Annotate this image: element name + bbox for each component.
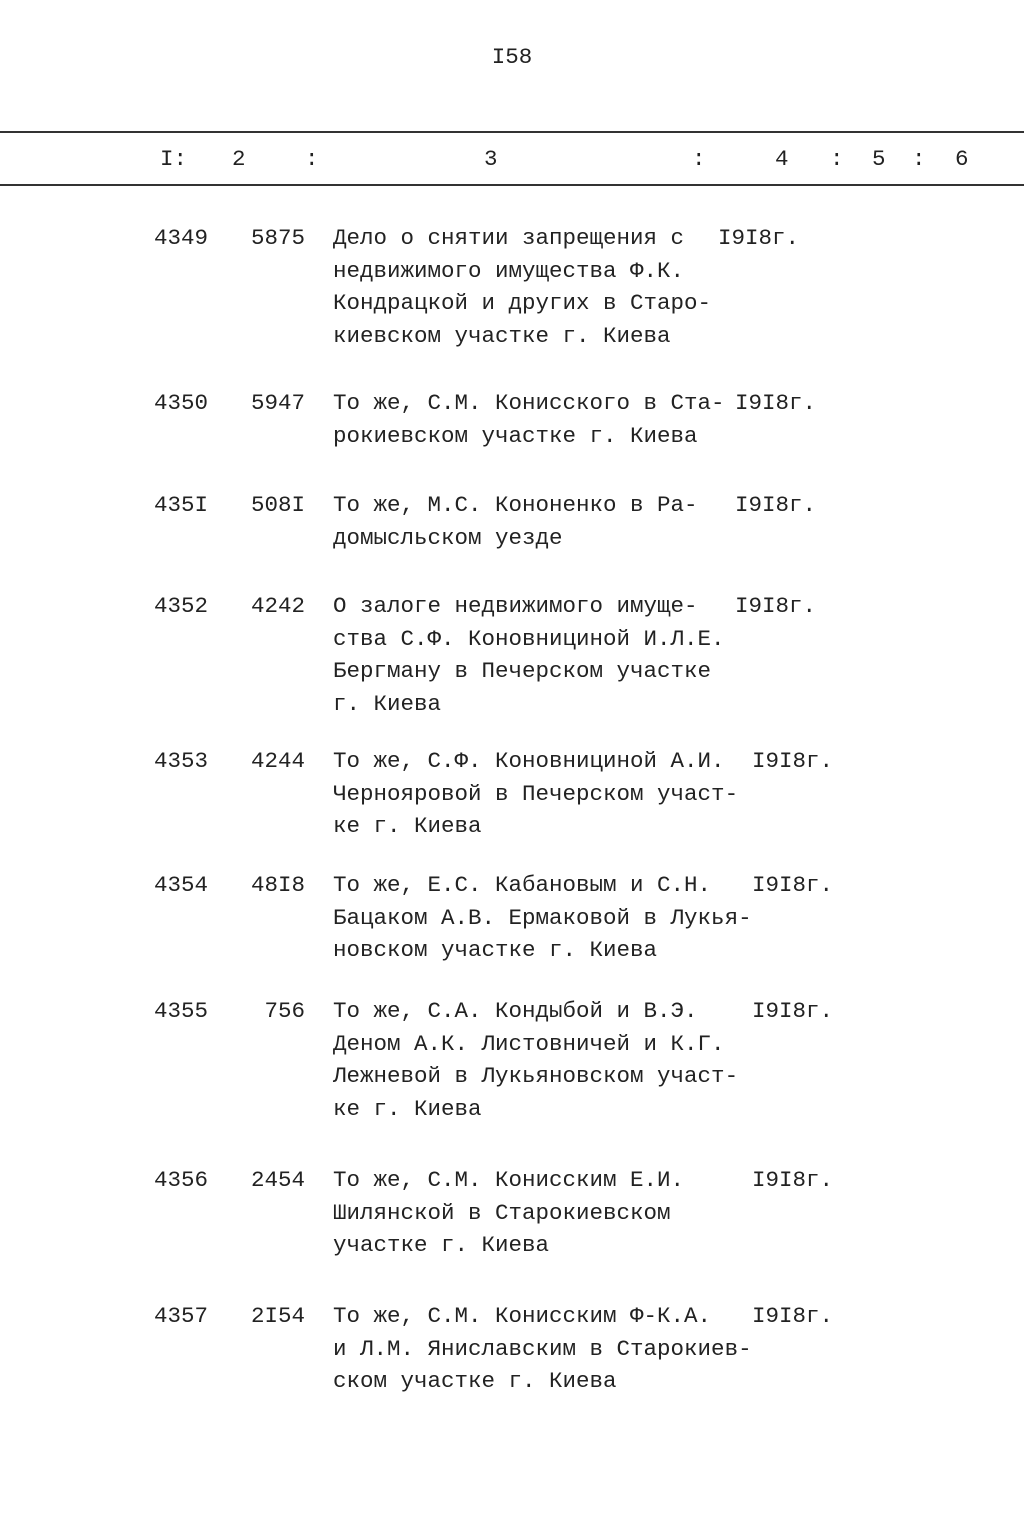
page-number: I58 <box>491 44 533 70</box>
description-line: г. Киева <box>333 690 442 717</box>
entry-number: 4356 <box>153 1167 208 1193</box>
entry-year: I9I8г. <box>752 1303 834 1329</box>
entry-year: I9I8г. <box>752 998 834 1024</box>
entry-file-code: 756 <box>264 998 305 1024</box>
entry-file-code: 5947 <box>250 390 305 416</box>
column-header: 6 <box>955 146 969 172</box>
entry-year: I9I8г. <box>752 1167 834 1193</box>
entry-number: 435I <box>153 492 208 518</box>
column-header: 2 <box>232 146 246 172</box>
entry-number: 4349 <box>153 225 208 251</box>
entry-number: 4350 <box>153 390 208 416</box>
entry-file-code: 2I54 <box>250 1303 305 1329</box>
description-line: киевском участке г. Киева <box>333 322 671 349</box>
entry-file-code: 508I <box>250 492 305 518</box>
entry-year: I9I8г. <box>735 390 817 416</box>
description-line: Дело о снятии запрещения с <box>333 225 685 251</box>
description-line: ке г. Киева <box>333 813 482 839</box>
entry-description <box>333 222 711 352</box>
entry-year: I9I8г. <box>735 593 817 619</box>
entry-year: I9I8г. <box>735 492 817 518</box>
entry-description <box>333 745 738 843</box>
description-line: недвижимого имущества Ф.К. <box>333 257 685 284</box>
entry-description <box>333 995 738 1125</box>
column-separator: : <box>912 146 926 172</box>
description-line: участке г. Киева <box>333 1232 550 1258</box>
description-line: и Л.М. Янислaвским в Старокиев- <box>333 1335 752 1362</box>
entry-number: 4352 <box>153 593 208 619</box>
entry-file-code: 4242 <box>250 593 305 619</box>
entry-year: I9I8г. <box>752 748 834 774</box>
entry-description <box>333 489 698 554</box>
description-line: То же, С.М. Конисским Ф-К.А. <box>333 1303 712 1329</box>
header-top-rule <box>0 131 1024 133</box>
entry-description <box>333 387 725 452</box>
entry-description <box>333 1164 684 1262</box>
entry-file-code: 2454 <box>250 1167 305 1193</box>
description-line: То же, С.М. Конисского в Ста- <box>333 390 725 416</box>
description-line: То же, С.А. Кондыбой и В.Э. <box>333 998 698 1024</box>
description-line: То же, С.Ф. Коновнициной А.И. <box>333 748 725 774</box>
column-header: 5 <box>872 146 886 172</box>
description-line: домысльском уезде <box>333 524 563 551</box>
entry-number: 4354 <box>153 872 208 898</box>
entry-number: 4357 <box>153 1303 208 1329</box>
description-line: Кондрацкой и других в Старо- <box>333 290 712 316</box>
description-line: Чернояровой в Печерском участ- <box>333 780 739 807</box>
description-line: Деном А.К. Листовничей и К.Г. <box>333 1030 725 1057</box>
entry-description <box>333 590 725 720</box>
description-line: Бацаком А.В. Ермаковой в Лукья- <box>333 904 752 931</box>
description-line: Бергману в Печерском участке <box>333 658 712 684</box>
column-separator: : <box>830 146 844 172</box>
description-line: ском участке г. Киева <box>333 1368 617 1394</box>
column-separator: : <box>692 146 706 172</box>
column-header: 4 <box>775 146 789 172</box>
entry-number: 4355 <box>153 998 208 1024</box>
description-line: То же, С.М. Конисским Е.И. <box>333 1167 685 1193</box>
description-line: рокиевском участке г. Киева <box>333 422 698 449</box>
description-line: новском участке г. Киева <box>333 937 658 963</box>
entry-file-code: 48I8 <box>250 872 305 898</box>
entry-year: I9I8г. <box>718 225 800 251</box>
entry-number: 4353 <box>153 748 208 774</box>
description-line: То же, Е.С. Кабановым и С.Н. <box>333 872 712 898</box>
description-line: Лежневой в Лукьяновском участ- <box>333 1063 739 1089</box>
entry-file-code: 4244 <box>250 748 305 774</box>
entry-description <box>333 869 752 967</box>
description-line: ке г. Киева <box>333 1095 482 1122</box>
entry-description <box>333 1300 752 1398</box>
column-header: I: <box>160 146 188 172</box>
entry-year: I9I8г. <box>752 872 834 898</box>
header-bottom-rule <box>0 184 1024 186</box>
description-line: Шилянской в Старокиевском <box>333 1199 671 1226</box>
entry-file-code: 5875 <box>250 225 305 251</box>
description-line: То же, М.С. Кононенко в Ра- <box>333 492 698 518</box>
column-separator: : <box>305 146 319 172</box>
description-line: О залоге недвижимого имуще- <box>333 593 698 619</box>
description-line: ства С.Ф. Коновнициной И.Л.Е. <box>333 625 725 652</box>
column-header: 3 <box>484 146 498 172</box>
